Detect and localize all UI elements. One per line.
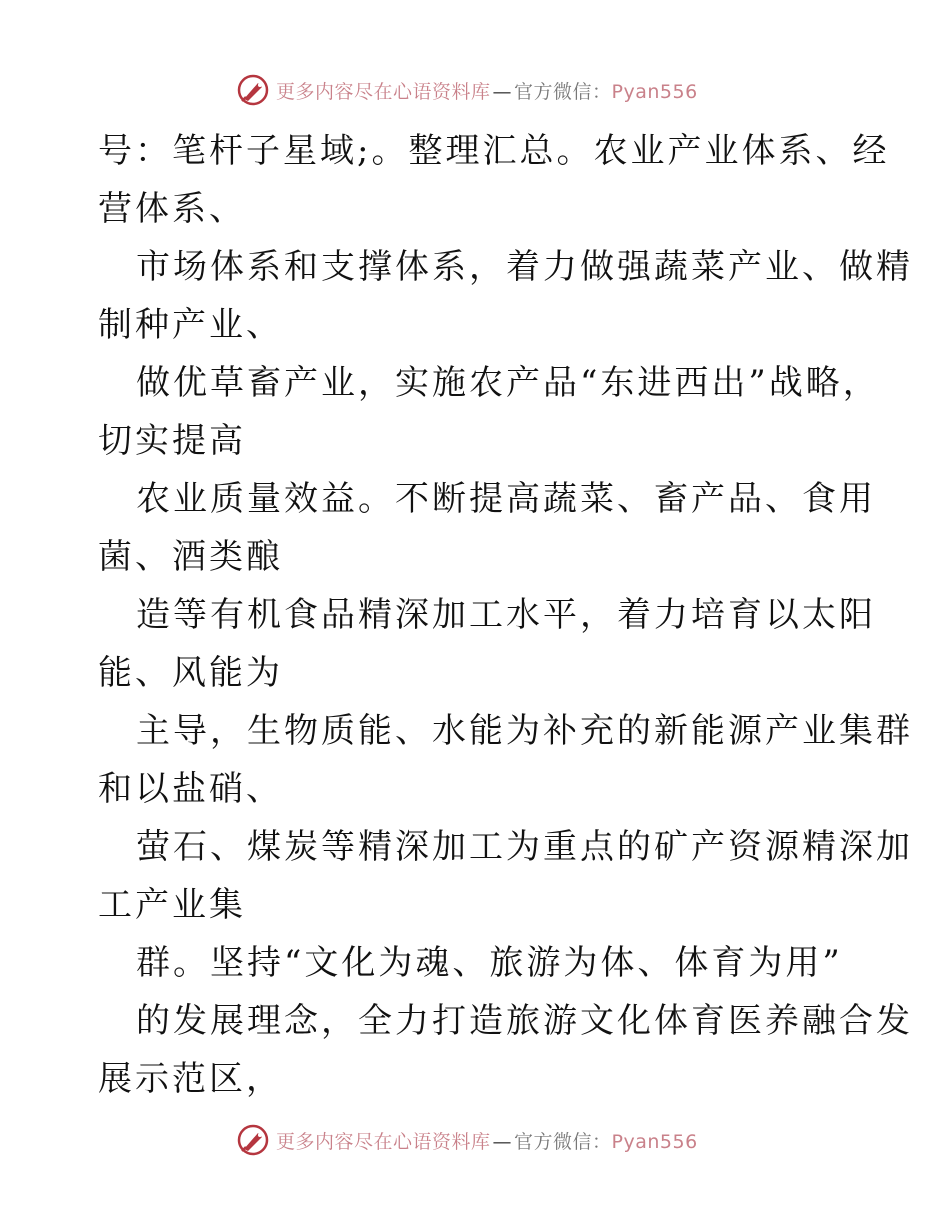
header-dash: —	[492, 80, 513, 103]
body-line: 市场体系和支撑体系，着力做强蔬菜产业、做精	[136, 247, 913, 287]
body-line: 和以盐硝、	[98, 769, 283, 809]
body-line: 造等有机食品精深加工水平，着力培育以太阳	[136, 595, 876, 635]
body-line: 做优草畜产业，实施农产品“东进西出”战略，	[136, 363, 880, 403]
header-banner	[0, 70, 950, 110]
body-line: 的发展理念，全力打造旅游文化体育医养融合发	[136, 1001, 913, 1041]
body-line: 号：笔杆子星域;。整理汇总。农业产业体系、经	[98, 131, 890, 171]
pen-nib-logo-icon	[236, 73, 270, 107]
header-wechat-label: 官方微信：	[514, 80, 612, 103]
footer-brand-text: 更多内容尽在心语资料库	[276, 1130, 491, 1153]
body-line: 营体系、	[98, 189, 246, 229]
body-line: 工产业集	[98, 885, 246, 925]
footer-banner	[0, 1120, 950, 1160]
document-body	[98, 122, 913, 1108]
body-line: 农业质量效益。不断提高蔬菜、畜产品、食用	[136, 479, 876, 519]
footer-wechat-id: Pyan556	[611, 1130, 698, 1153]
body-line: 主导，生物质能、水能为补充的新能源产业集群	[136, 711, 913, 751]
footer-wechat-label: 官方微信：	[514, 1130, 612, 1153]
header-banner-content	[236, 70, 698, 110]
body-line: 制种产业、	[98, 305, 283, 345]
header-brand-text: 更多内容尽在心语资料库	[276, 80, 491, 103]
pen-nib-logo-icon	[236, 1123, 270, 1157]
body-line: 能、风能为	[98, 653, 283, 693]
header-wechat-id: Pyan556	[611, 80, 698, 103]
body-line: 展示范区，	[98, 1059, 283, 1099]
footer-dash: —	[492, 1130, 513, 1153]
body-line: 切实提高	[98, 421, 246, 461]
header-banner-text	[276, 77, 698, 104]
body-line: 萤石、煤炭等精深加工为重点的矿产资源精深加	[136, 827, 913, 867]
body-line: 群。坚持“文化为魂、旅游为体、体育为用”	[136, 943, 843, 983]
footer-banner-text	[276, 1127, 698, 1154]
footer-banner-content	[236, 1120, 698, 1160]
body-line: 菌、酒类酿	[98, 537, 283, 577]
